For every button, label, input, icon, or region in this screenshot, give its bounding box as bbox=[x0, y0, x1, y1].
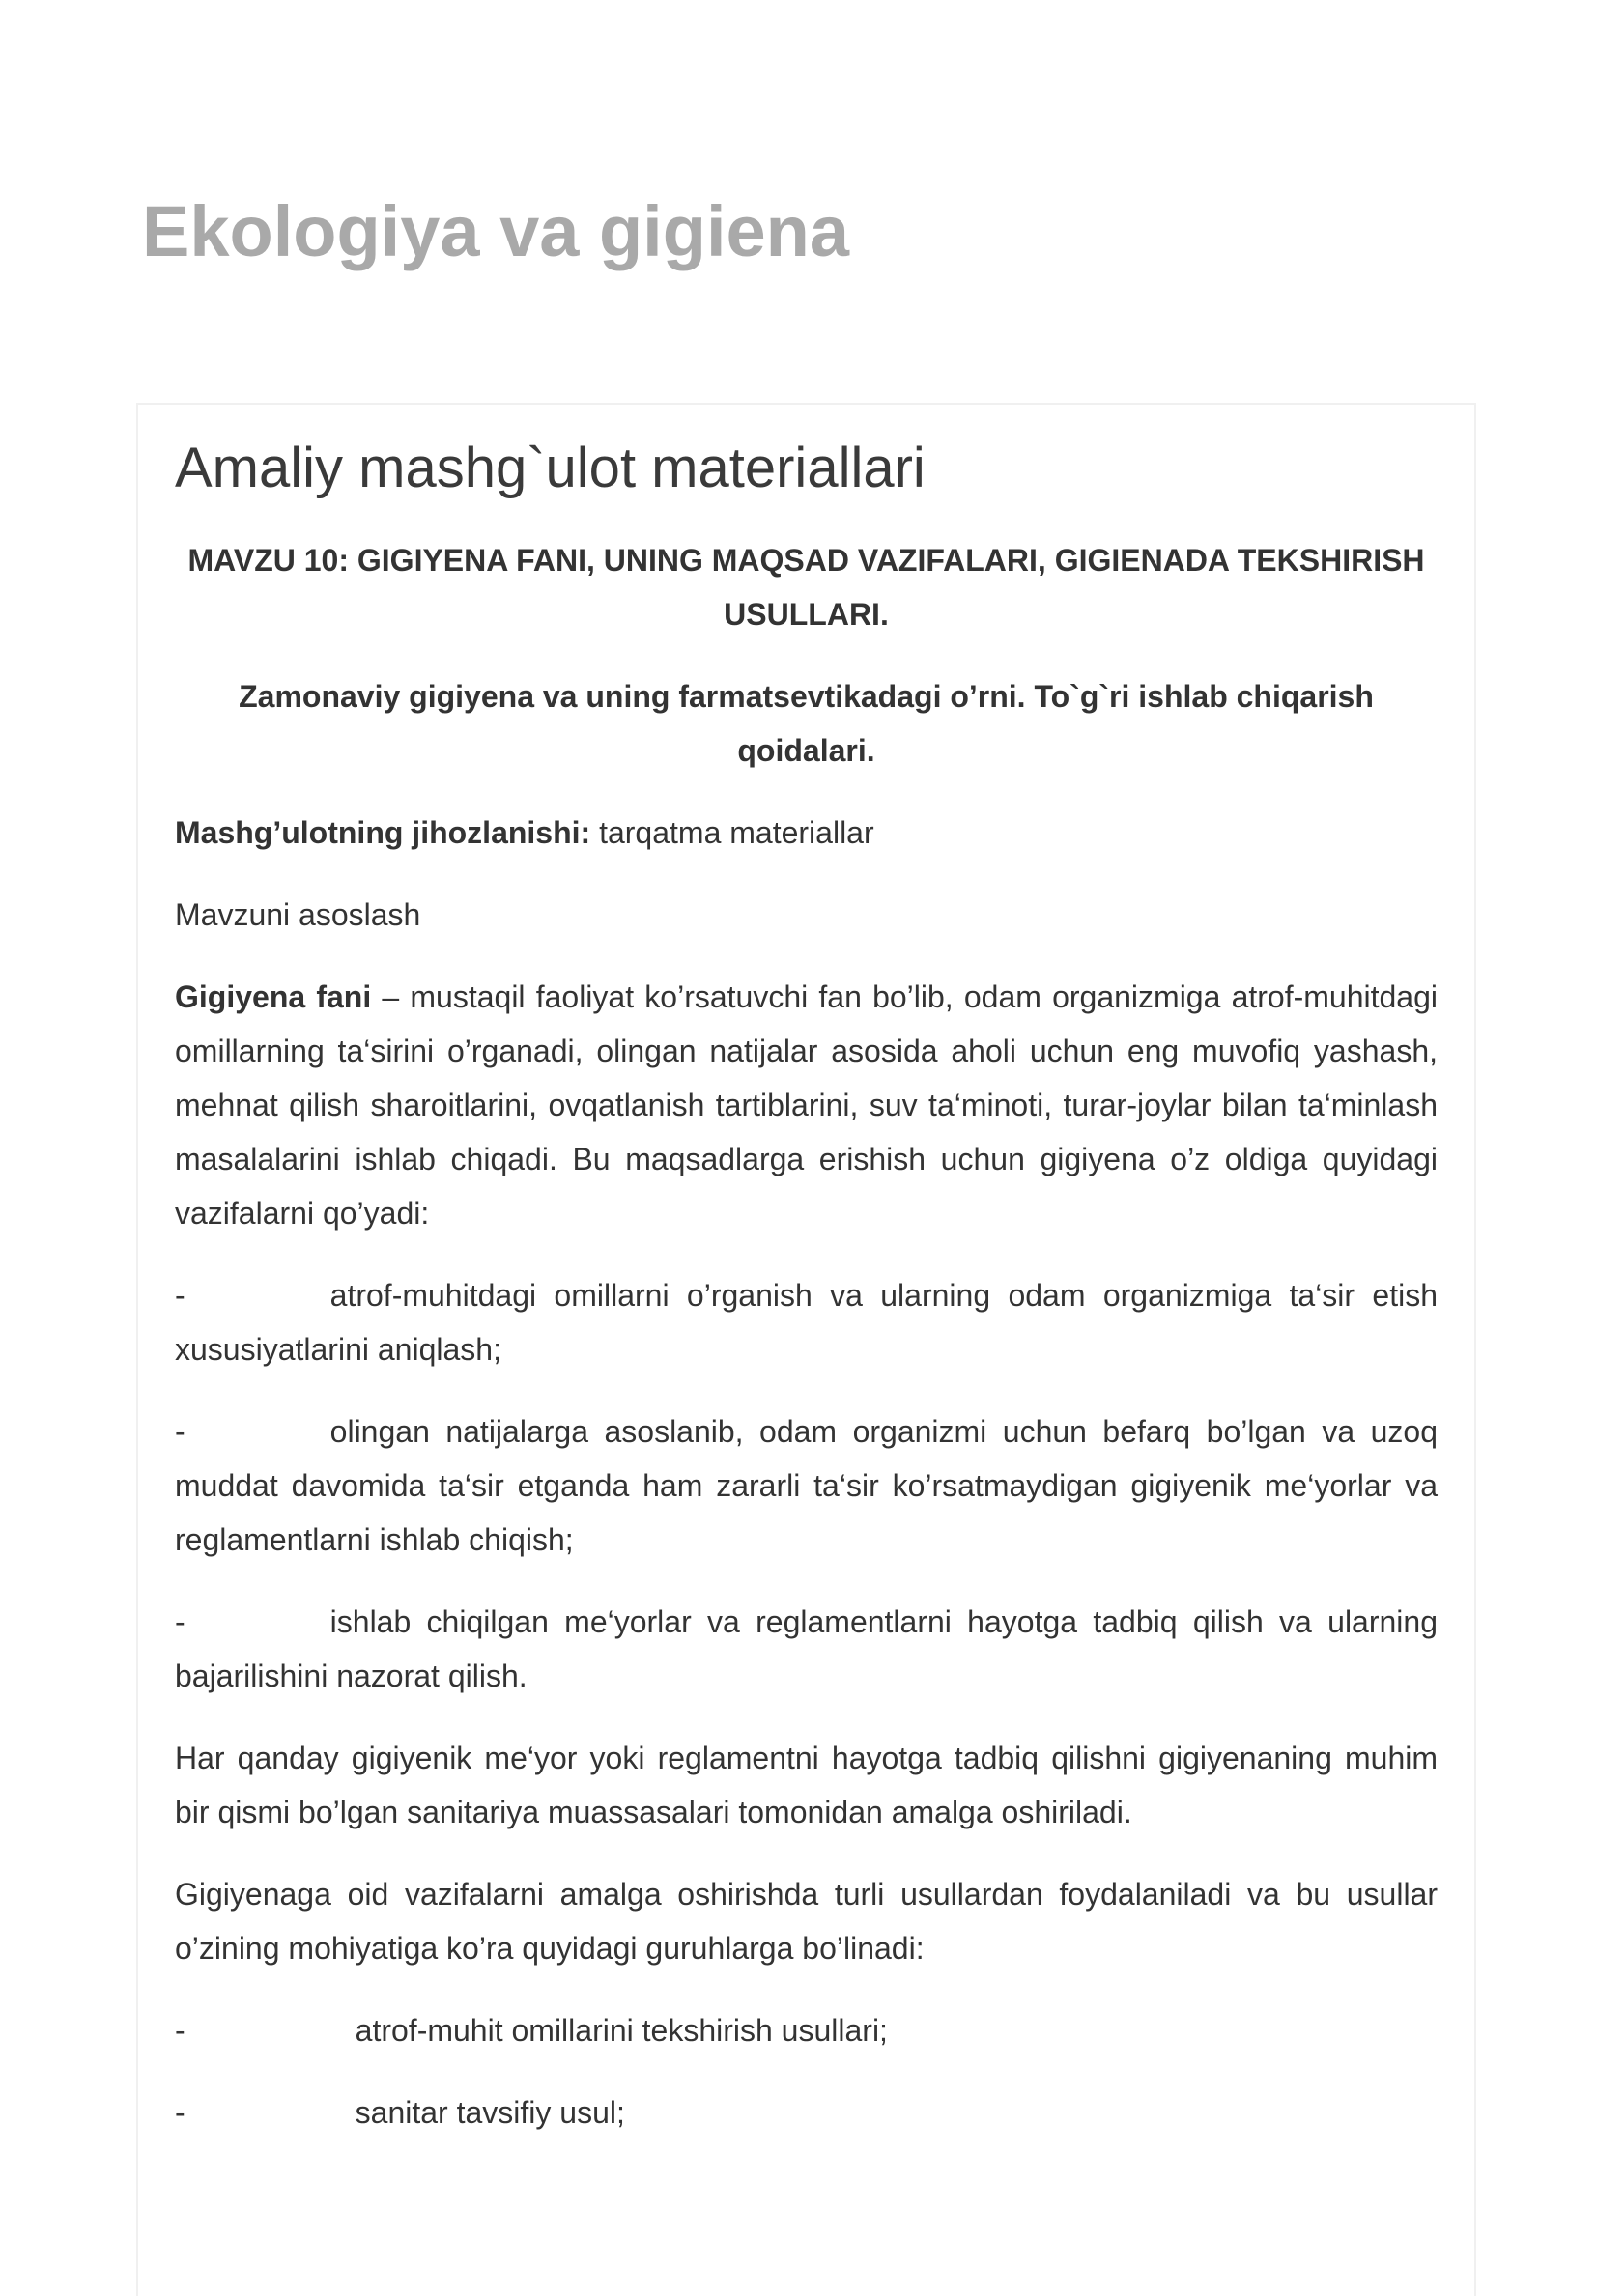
equipment-value: tarqatma materiallar bbox=[590, 814, 874, 850]
definition-paragraph bbox=[175, 970, 1438, 1240]
task-text: ishlab chiqilgan me‘yorlar va reglamentlarni hayotga tadbiq qilish va ularning bajarilishini nazorat qilish. bbox=[175, 1603, 1438, 1693]
dash-marker: - bbox=[175, 1413, 185, 1449]
method-item bbox=[175, 2085, 1438, 2140]
content-card bbox=[136, 403, 1476, 2296]
definition-text: – mustaqil faoliyat ko’rsatuvchi fan bo’lib, odam organizmiga atrof-muhitdagi omillarning ta‘sirini o’rganadi, olingan natijalar asosida aholi uchun eng muvofiq yashash, mehnat qilish sharoitlarini, ovqatlanish tartiblarini, suv ta‘minoti, turar-joylar bilan ta‘minlash masalalarini ishlab chiqadi. Bu maqsadlarga erishish uchun gigiyena o’z oldiga quyidagi vazifalarni qo’yadi: bbox=[175, 978, 1439, 1231]
method-text: sanitar tavsifiy usul; bbox=[355, 2094, 625, 2130]
topic-heading: MAVZU 10: GIGIYENA FANI, UNING MAQSAD VAZIFALARI, GIGIENADA TEKSHIRISH USULLARI. bbox=[187, 542, 1425, 632]
sanitary-paragraph: Har qanday gigiyenik me‘yor yoki reglamentni hayotga tadbiq qilishni gigiyenaning muhim bir qismi bo’lgan sanitariya muassasalari tomonidan amalga oshiriladi. bbox=[175, 1740, 1438, 1829]
methods-paragraph: Gigiyenaga oid vazifalarni amalga oshirishda turli usullardan foydalaniladi va bu usullar o’zining mohiyatiga ko’ra quyidagi guruhlarga bo’linadi: bbox=[175, 1876, 1438, 1966]
definition-term: Gigiyena fani bbox=[175, 978, 372, 1014]
site-title: Ekologiya va gigiena bbox=[142, 191, 850, 271]
task-text: atrof-muhitdagi omillarni o’rganish va ularning odam organizmiga ta‘sir etish xususiyatlarini aniqlash; bbox=[175, 1277, 1438, 1367]
equipment-line bbox=[175, 806, 1438, 860]
equipment-label: Mashg’ulotning jihozlanishi: bbox=[175, 814, 591, 850]
subtopic-heading: Zamonaviy gigiyena va uning farmatsevtikadagi o’rni. To`g`ri ishlab chiqarish qoidalari. bbox=[239, 678, 1374, 768]
method-text: atrof-muhit omillarini tekshirish usullari; bbox=[355, 2012, 888, 2048]
dash-marker: - bbox=[175, 2012, 185, 2048]
task-item bbox=[175, 1268, 1438, 1376]
task-text: olingan natijalarga asoslanib, odam organizmi uchun befarq bo’lgan va uzoq muddat davomida ta‘sir etganda ham zararli ta‘sir ko’rsatmaydigan gigiyenik me‘yorlar va reglamentlarni ishlab chiqish; bbox=[175, 1413, 1438, 1557]
method-item bbox=[175, 2003, 1438, 2057]
task-item bbox=[175, 1404, 1438, 1567]
rationale-heading: Mavzuni asoslash bbox=[175, 896, 421, 932]
card-title: Amaliy mashg`ulot materiallari bbox=[175, 437, 926, 499]
dash-marker: - bbox=[175, 1277, 185, 1313]
task-item bbox=[175, 1595, 1438, 1703]
dash-marker: - bbox=[175, 1603, 185, 1639]
dash-marker: - bbox=[175, 2094, 185, 2130]
